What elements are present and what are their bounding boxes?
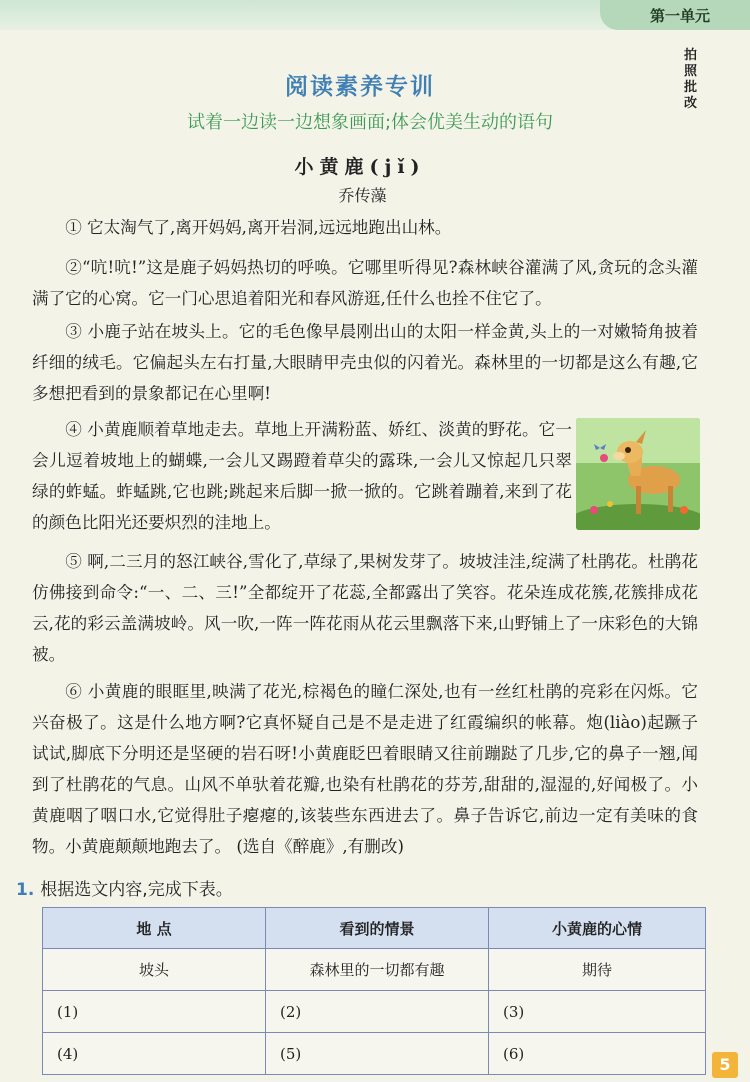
section-title: 阅读素养专训 <box>285 74 435 100</box>
column-header-location: 地 点 <box>43 908 266 949</box>
answer-cell-4[interactable]: (4) <box>43 1033 266 1075</box>
answer-cell-3[interactable]: (3) <box>489 991 706 1033</box>
paragraph-5: ⑤ 啊,二三月的怒江峡谷,雪化了,草绿了,果树发芽了。坡坡洼洼,绽满了杜鹃花。杜鹃花仿佛接到命令:“一、二、三!”全都绽开了花蕊,全都露出了笑容。花朵连成花簇,花簇排成花云,花的彩云盖满坡岭。风一吹,一阵一阵花雨从花云里飘落下来,山野铺上了一床彩色的大锦被。 <box>32 552 698 664</box>
question-number: 1. <box>16 880 35 900</box>
question-1 <box>16 875 233 900</box>
answer-cell-5[interactable]: (5) <box>266 1033 489 1075</box>
column-header-scene: 看到的情景 <box>266 908 489 949</box>
unit-tab <box>600 0 750 30</box>
table-header-row <box>43 908 706 949</box>
paragraph-4: ④ 小黄鹿顺着草地走去。草地上开满粉蓝、娇红、淡黄的野花。它一会儿逗着坡地上的蝴蝶,一会儿又踢蹬着草尖的露珠,一会儿又惊起几只翠绿的蚱蜢。蚱蜢跳,它也跳;跳起来后脚一掀一掀的。它跳着蹦着,来到了花的颜色比阳光还要炽烈的洼地上。 <box>32 420 572 532</box>
answer-cell-2[interactable]: (2) <box>266 991 489 1033</box>
photo-grading-note: 拍照批改 <box>684 48 698 111</box>
answer-table <box>42 907 706 1075</box>
column-header-mood: 小黄鹿的心情 <box>489 908 706 949</box>
answer-cell-1[interactable]: (1) <box>43 991 266 1033</box>
fawn-illustration <box>576 418 700 530</box>
story-title: 小黄鹿(jǐ) <box>294 156 426 178</box>
answer-cell-6[interactable]: (6) <box>489 1033 706 1075</box>
paragraph-3: ③ 小鹿子站在坡头上。它的毛色像早晨刚出山的太阳一样金黄,头上的一对嫩犄角披着纤细的绒毛。它偏起头左右打量,大眼睛甲壳虫似的闪着光。森林里的一切都是这么有趣,它多想把看到的景象都记在心里啊! <box>32 322 698 403</box>
paragraph-1: ① 它太淘气了,离开妈妈,离开岩洞,远远地跑出山林。 <box>65 218 452 237</box>
paragraph-2: ②“吭!吭!”这是鹿子妈妈热切的呼唤。它哪里听得见?森林峡谷灌满了风,贪玩的念头灌满了它的心窝。它一门心思追着阳光和春风游逛,任什么也拴不住它了。 <box>32 258 698 308</box>
story-author: 乔传藻 <box>338 186 387 205</box>
unit-label: 第一单元 <box>649 7 710 25</box>
table-cell: 坡头 <box>43 949 266 991</box>
table-row <box>43 949 706 991</box>
table-row <box>43 991 706 1033</box>
question-text: 根据选文内容,完成下表。 <box>40 880 233 900</box>
page-number: 5 <box>712 1052 738 1078</box>
table-row <box>43 1033 706 1075</box>
table-cell: 森林里的一切都有趣 <box>266 949 489 991</box>
paragraph-6: ⑥ 小黄鹿的眼眶里,映满了花光,棕褐色的瞳仁深处,也有一丝红杜鹃的亮彩在闪烁。它兴奋极了。这是什么地方啊?它真怀疑自己是不是走进了红霞编织的帐幕。炮(liào)起蹶子试试,脚底下分明还是坚硬的岩石呀!小黄鹿眨巴着眼睛又往前蹦跶了几步,它的鼻子一翘,闻到了杜鹃花的气息。山风不单驮着花瓣,也染有杜鹃花的芬芳,甜甜的,湿湿的,好闻极了。小黄鹿咽了咽口水,它觉得肚子瘪瘪的,该装些东西进去了。鼻子告诉它,前边一定有美味的食物。小黄鹿颠颠地跑去了。 (选自《醉鹿》,有删改) <box>32 682 698 856</box>
section-subtitle: 试着一边读一边想象画面;体会优美生动的语句 <box>186 112 554 133</box>
table-cell: 期待 <box>489 949 706 991</box>
